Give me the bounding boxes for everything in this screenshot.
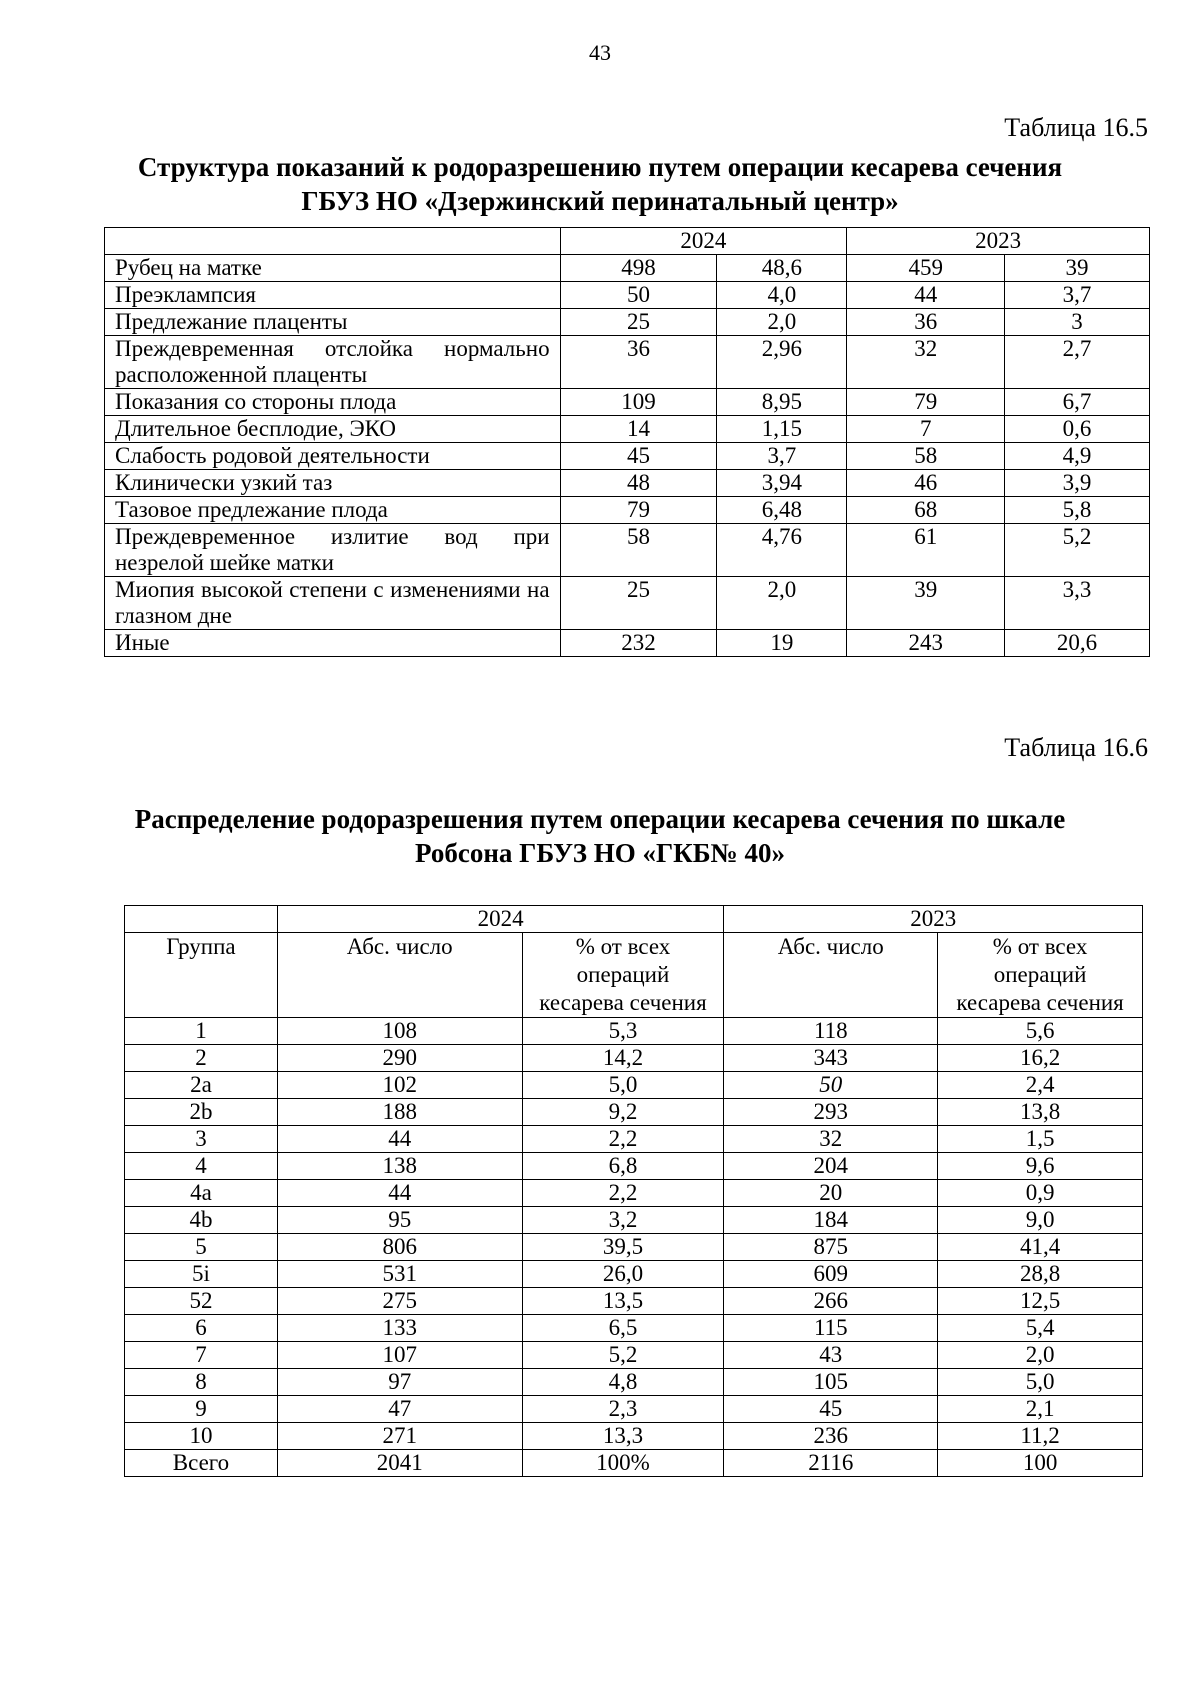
table-row <box>125 1153 1143 1180</box>
table1-body <box>105 255 1150 657</box>
value-2023-abs: 32 <box>847 336 1005 389</box>
table-row <box>125 1261 1143 1288</box>
value-2023-pct: 0,9 <box>938 1180 1143 1207</box>
value-2024-abs: 50 <box>560 282 717 309</box>
value-2024-pct: 2,2 <box>522 1126 724 1153</box>
pct-line3: кесарева сечения <box>956 990 1124 1015</box>
value-2024-abs: 102 <box>277 1072 522 1099</box>
value-2023-abs: 68 <box>847 497 1005 524</box>
value-2023-abs: 43 <box>724 1342 938 1369</box>
value-2024-pct: 5,0 <box>522 1072 724 1099</box>
pct-line1: % от всех <box>575 934 671 959</box>
value-2024-pct: 100% <box>522 1450 724 1477</box>
table-row <box>105 524 1150 577</box>
table-row <box>125 1423 1143 1450</box>
value-2024-abs: 47 <box>277 1396 522 1423</box>
group-cell: 2b <box>125 1099 278 1126</box>
table-row <box>125 1369 1143 1396</box>
value-2023-pct: 3,9 <box>1005 470 1150 497</box>
value-2024-abs: 188 <box>277 1099 522 1126</box>
value-2023-pct: 5,8 <box>1005 497 1150 524</box>
value-2024-abs: 58 <box>560 524 717 577</box>
table-row <box>105 577 1150 630</box>
pct-line1: % от всех <box>992 934 1088 959</box>
table2-col-abs-2024: Абс. число <box>277 933 522 1018</box>
value-2023-pct: 2,4 <box>938 1072 1143 1099</box>
value-2024-abs: 232 <box>560 630 717 657</box>
row-label: Иные <box>105 630 561 657</box>
table-row <box>125 1180 1143 1207</box>
value-2023-abs: 118 <box>724 1018 938 1045</box>
table1 <box>104 227 1150 657</box>
value-2024-pct: 6,8 <box>522 1153 724 1180</box>
value-2023-pct: 0,6 <box>1005 416 1150 443</box>
table-row <box>125 1450 1143 1477</box>
value-2023-abs: 266 <box>724 1288 938 1315</box>
value-2024-abs: 95 <box>277 1207 522 1234</box>
group-cell: 4 <box>125 1153 278 1180</box>
value-2023-abs: 343 <box>724 1045 938 1072</box>
value-2023-abs: 61 <box>847 524 1005 577</box>
row-label: Слабость родовой деятельности <box>105 443 561 470</box>
table2-col-group: Группа <box>125 933 278 1018</box>
value-2023-pct: 5,4 <box>938 1315 1143 1342</box>
group-cell: 52 <box>125 1288 278 1315</box>
table2-col-abs-2023: Абс. число <box>724 933 938 1018</box>
value-2024-abs: 275 <box>277 1288 522 1315</box>
row-label: Предлежание плаценты <box>105 309 561 336</box>
value-2024-pct: 26,0 <box>522 1261 724 1288</box>
value-2023-abs: 58 <box>847 443 1005 470</box>
value-2024-pct: 2,0 <box>717 577 847 630</box>
group-cell: 2 <box>125 1045 278 1072</box>
table-row <box>125 1315 1143 1342</box>
value-2023-pct: 2,0 <box>938 1342 1143 1369</box>
value-2023-pct: 28,8 <box>938 1261 1143 1288</box>
value-2024-pct: 9,2 <box>522 1099 724 1126</box>
value-2023-abs: 236 <box>724 1423 938 1450</box>
table-row <box>125 1099 1143 1126</box>
value-2024-pct: 3,94 <box>717 470 847 497</box>
table2-year-row <box>125 906 1143 933</box>
value-2023-abs: 79 <box>847 389 1005 416</box>
value-2024-abs: 44 <box>277 1126 522 1153</box>
value-2023-abs: 32 <box>724 1126 938 1153</box>
row-label: Клинически узкий таз <box>105 470 561 497</box>
row-label: Длительное бесплодие, ЭКО <box>105 416 561 443</box>
table-row <box>125 1288 1143 1315</box>
table1-label: Таблица 16.5 <box>1004 113 1148 142</box>
value-2023-abs: 50 <box>724 1072 938 1099</box>
value-2024-pct: 48,6 <box>717 255 847 282</box>
value-2023-pct: 3,7 <box>1005 282 1150 309</box>
value-2023-pct: 3 <box>1005 309 1150 336</box>
value-2024-pct: 1,15 <box>717 416 847 443</box>
value-2023-pct: 16,2 <box>938 1045 1143 1072</box>
value-2024-pct: 5,3 <box>522 1018 724 1045</box>
value-2023-pct: 6,7 <box>1005 389 1150 416</box>
value-2023-abs: 44 <box>847 282 1005 309</box>
value-2023-abs: 204 <box>724 1153 938 1180</box>
value-2024-abs: 44 <box>277 1180 522 1207</box>
value-2023-abs: 36 <box>847 309 1005 336</box>
value-2024-abs: 14 <box>560 416 717 443</box>
table-row <box>105 497 1150 524</box>
group-cell: 6 <box>125 1315 278 1342</box>
pct-line3: кесарева сечения <box>539 990 707 1015</box>
table-row <box>105 443 1150 470</box>
value-2023-pct: 39 <box>1005 255 1150 282</box>
table1-title-line2: ГБУЗ НО «Дзержинский перинатальный центр» <box>301 186 899 216</box>
table-row <box>105 470 1150 497</box>
value-2023-abs: 243 <box>847 630 1005 657</box>
value-2024-abs: 531 <box>277 1261 522 1288</box>
value-2023-abs: 45 <box>724 1396 938 1423</box>
value-2024-abs: 290 <box>277 1045 522 1072</box>
row-label: Преэклампсия <box>105 282 561 309</box>
table-row <box>125 1396 1143 1423</box>
row-label: Преждевременная отслойка нормально расположенной плаценты <box>105 336 561 389</box>
value-2024-pct: 3,2 <box>522 1207 724 1234</box>
value-2023-pct: 2,7 <box>1005 336 1150 389</box>
value-2023-abs: 184 <box>724 1207 938 1234</box>
row-label: Преждевременное излитие вод при незрелой шейке матки <box>105 524 561 577</box>
value-2023-abs: 875 <box>724 1234 938 1261</box>
table2-year-2023: 2023 <box>724 906 1143 933</box>
table-row <box>125 1045 1143 1072</box>
value-2024-abs: 271 <box>277 1423 522 1450</box>
value-2024-abs: 133 <box>277 1315 522 1342</box>
table-row <box>125 1234 1143 1261</box>
pct-line2: операций <box>993 962 1087 987</box>
value-2023-abs: 293 <box>724 1099 938 1126</box>
value-2024-abs: 48 <box>560 470 717 497</box>
value-2024-pct: 4,0 <box>717 282 847 309</box>
value-2023-abs: 609 <box>724 1261 938 1288</box>
table1-year-2023: 2023 <box>847 228 1150 255</box>
value-2024-abs: 36 <box>560 336 717 389</box>
group-cell: 3 <box>125 1126 278 1153</box>
value-2023-abs: 7 <box>847 416 1005 443</box>
value-2023-pct: 2,1 <box>938 1396 1143 1423</box>
table-row <box>125 1342 1143 1369</box>
table-row <box>125 1018 1143 1045</box>
value-2023-pct: 4,9 <box>1005 443 1150 470</box>
group-cell: 2a <box>125 1072 278 1099</box>
value-2024-pct: 4,8 <box>522 1369 724 1396</box>
table2-body <box>125 1018 1143 1477</box>
value-2024-pct: 6,5 <box>522 1315 724 1342</box>
table2-year-2024: 2024 <box>277 906 724 933</box>
value-2024-abs: 498 <box>560 255 717 282</box>
group-cell: 4b <box>125 1207 278 1234</box>
value-2024-pct: 2,2 <box>522 1180 724 1207</box>
group-cell: Всего <box>125 1450 278 1477</box>
pct-line2: операций <box>576 962 670 987</box>
value-2024-abs: 79 <box>560 497 717 524</box>
table-row <box>125 1072 1143 1099</box>
value-2023-abs: 115 <box>724 1315 938 1342</box>
row-label: Тазовое предлежание плода <box>105 497 561 524</box>
value-2023-abs: 20 <box>724 1180 938 1207</box>
value-2024-pct: 2,96 <box>717 336 847 389</box>
group-cell: 7 <box>125 1342 278 1369</box>
table1-header-row <box>105 228 1150 255</box>
value-2024-pct: 39,5 <box>522 1234 724 1261</box>
value-2024-pct: 2,3 <box>522 1396 724 1423</box>
value-2024-abs: 25 <box>560 309 717 336</box>
table2-title-line2: Робсона ГБУЗ НО «ГКБ№ 40» <box>415 838 785 868</box>
value-2023-pct: 12,5 <box>938 1288 1143 1315</box>
value-2023-abs: 459 <box>847 255 1005 282</box>
value-2024-abs: 107 <box>277 1342 522 1369</box>
value-2023-abs: 2116 <box>724 1450 938 1477</box>
value-2023-pct: 41,4 <box>938 1234 1143 1261</box>
value-2024-pct: 6,48 <box>717 497 847 524</box>
value-2024-pct: 14,2 <box>522 1045 724 1072</box>
value-2023-pct: 9,6 <box>938 1153 1143 1180</box>
value-2024-pct: 19 <box>717 630 847 657</box>
table1-year-2024: 2024 <box>560 228 847 255</box>
value-2023-pct: 13,8 <box>938 1099 1143 1126</box>
table-row <box>105 389 1150 416</box>
value-2024-pct: 4,76 <box>717 524 847 577</box>
value-2023-pct: 5,6 <box>938 1018 1143 1045</box>
value-2024-pct: 13,3 <box>522 1423 724 1450</box>
group-cell: 4a <box>125 1180 278 1207</box>
value-2023-pct: 1,5 <box>938 1126 1143 1153</box>
value-2023-pct: 5,2 <box>1005 524 1150 577</box>
table-row <box>125 1207 1143 1234</box>
table-row <box>105 309 1150 336</box>
value-2024-abs: 25 <box>560 577 717 630</box>
table2-title-line1: Распределение родоразрешения путем операции кесарева сечения по шкале <box>134 804 1066 834</box>
value-2023-pct: 5,0 <box>938 1369 1143 1396</box>
group-cell: 8 <box>125 1369 278 1396</box>
table2-label: Таблица 16.6 <box>1004 733 1148 762</box>
value-2024-abs: 45 <box>560 443 717 470</box>
value-2023-abs: 105 <box>724 1369 938 1396</box>
row-label: Миопия высокой степени с изменениями на глазном дне <box>105 577 561 630</box>
value-2024-pct: 5,2 <box>522 1342 724 1369</box>
group-cell: 10 <box>125 1423 278 1450</box>
group-cell: 5i <box>125 1261 278 1288</box>
table-row <box>105 282 1150 309</box>
table1-header-empty <box>105 228 561 255</box>
row-label: Рубец на матке <box>105 255 561 282</box>
row-label: Показания со стороны плода <box>105 389 561 416</box>
table2-column-header-row <box>125 933 1143 1018</box>
table-row <box>105 416 1150 443</box>
value-2023-pct: 20,6 <box>1005 630 1150 657</box>
group-cell: 9 <box>125 1396 278 1423</box>
table2-title <box>60 802 1140 870</box>
value-2024-pct: 13,5 <box>522 1288 724 1315</box>
value-2024-abs: 109 <box>560 389 717 416</box>
table1-title-line1: Структура показаний к родоразрешению путем операции кесарева сечения <box>137 152 1063 182</box>
table-row <box>125 1126 1143 1153</box>
value-2023-abs: 46 <box>847 470 1005 497</box>
value-2024-abs: 108 <box>277 1018 522 1045</box>
group-cell: 1 <box>125 1018 278 1045</box>
table-row <box>105 336 1150 389</box>
value-2024-pct: 3,7 <box>717 443 847 470</box>
value-2024-abs: 138 <box>277 1153 522 1180</box>
value-2023-pct: 11,2 <box>938 1423 1143 1450</box>
value-2024-abs: 97 <box>277 1369 522 1396</box>
table2-col-pct-2023 <box>938 933 1143 1018</box>
table2 <box>124 905 1143 1477</box>
page-number: 43 <box>589 40 611 65</box>
table1-title <box>60 150 1140 218</box>
table-row <box>105 255 1150 282</box>
table2-header-empty <box>125 906 278 933</box>
table2-col-pct-2024 <box>522 933 724 1018</box>
value-2023-pct: 100 <box>938 1450 1143 1477</box>
group-cell: 5 <box>125 1234 278 1261</box>
value-2024-abs: 2041 <box>277 1450 522 1477</box>
value-2024-pct: 2,0 <box>717 309 847 336</box>
table-row <box>105 630 1150 657</box>
value-2023-pct: 9,0 <box>938 1207 1143 1234</box>
value-2023-pct: 3,3 <box>1005 577 1150 630</box>
value-2024-pct: 8,95 <box>717 389 847 416</box>
value-2024-abs: 806 <box>277 1234 522 1261</box>
value-2023-abs: 39 <box>847 577 1005 630</box>
